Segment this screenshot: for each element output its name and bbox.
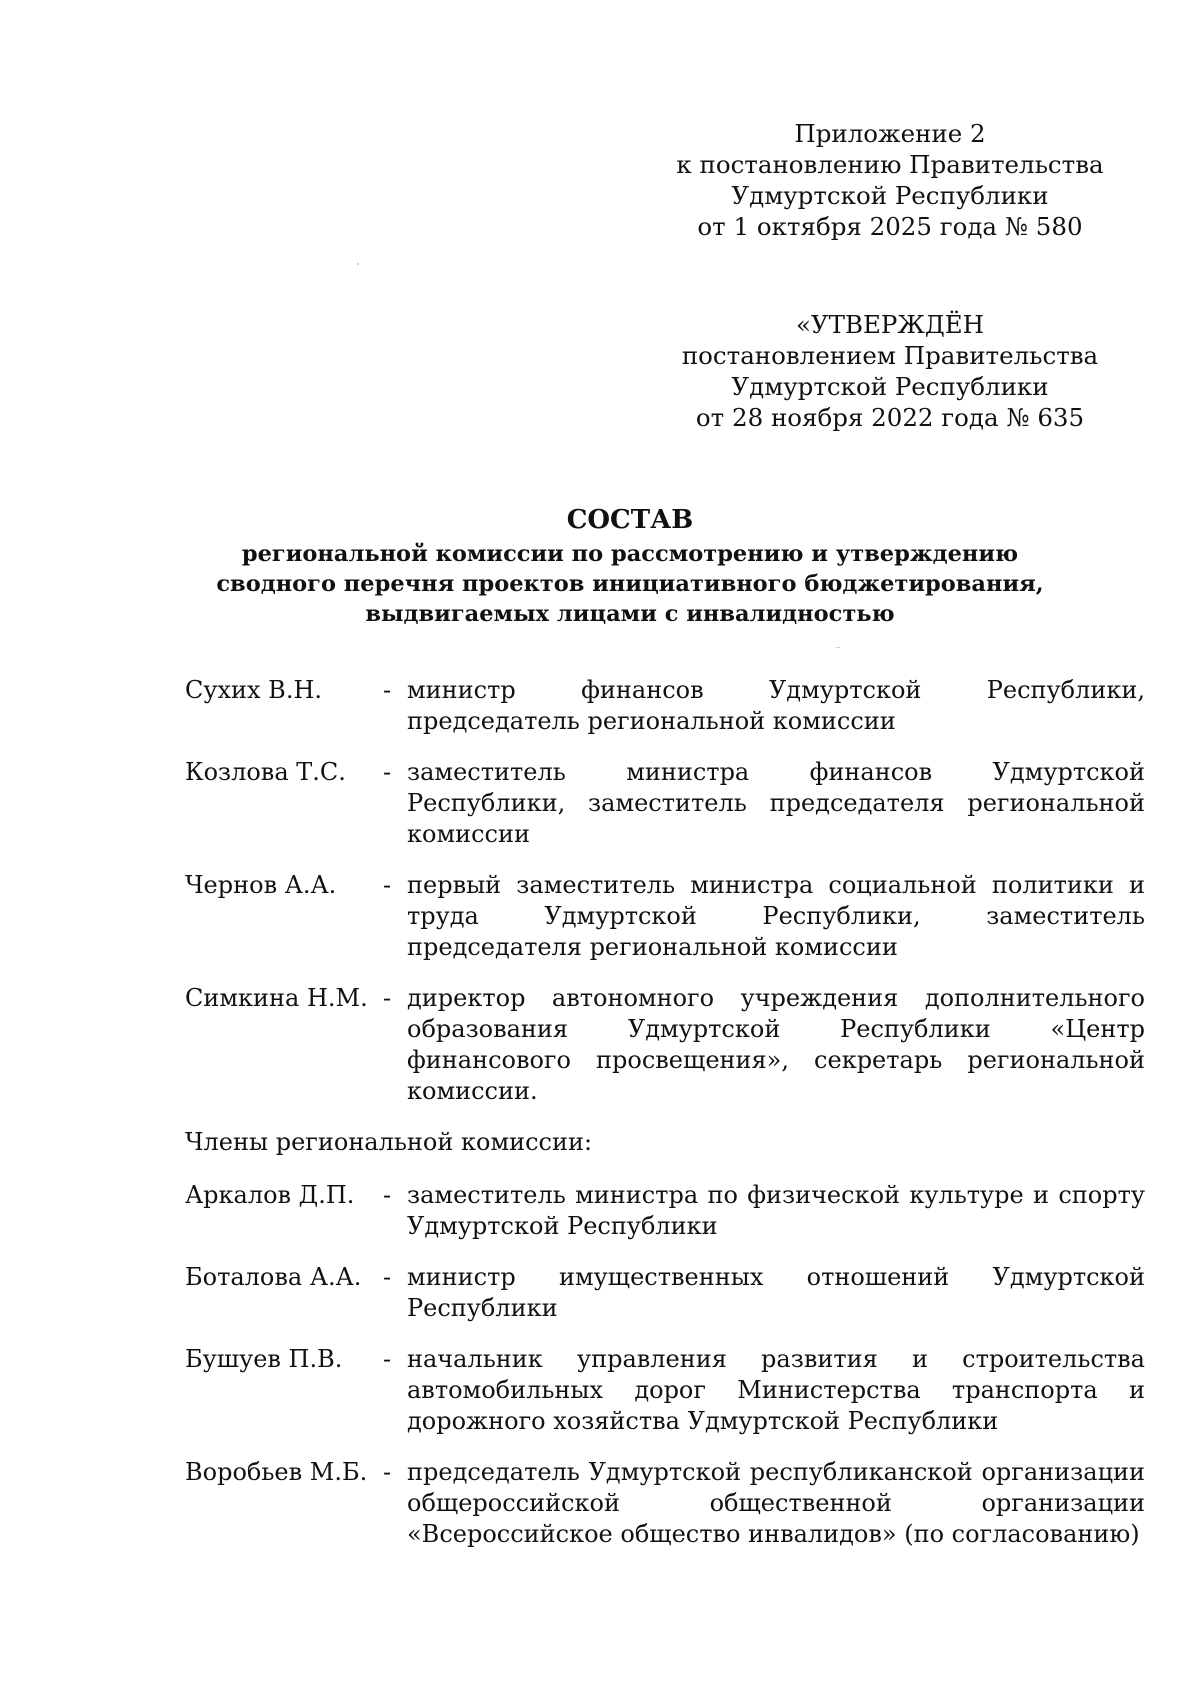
member-entry	[185, 757, 1145, 850]
member-role: заместитель министра по физической культуре и спорту Удмуртской Республики	[407, 1181, 1145, 1240]
title-main: СОСТАВ	[566, 505, 694, 535]
member-role: министр финансов Удмуртской Республики, председатель региональной комиссии	[407, 676, 1145, 735]
member-name: Бушуев П.В.	[185, 1345, 343, 1373]
member-role: директор автономного учреждения дополнительного образования Удмуртской Республики «Центр финансового просвещения», секретарь региональной комиссии.	[407, 984, 1145, 1105]
scan-speck	[357, 263, 359, 265]
member-dash: -	[383, 676, 392, 704]
member-name: Воробьев М.Б.	[185, 1458, 368, 1486]
annex-header	[640, 118, 1140, 242]
approved-stamp-text	[640, 309, 1140, 433]
member-dash: -	[383, 871, 392, 899]
approved-line-3: Удмуртской Республики	[731, 372, 1049, 401]
members-section-label: Члены региональной комиссии:	[185, 1128, 593, 1156]
member-name: Козлова Т.С.	[185, 758, 346, 786]
member-name: Чернов А.А.	[185, 871, 337, 899]
member-entry	[185, 983, 1145, 1107]
member-role: председатель Удмуртской республиканской организации общероссийской общественной организации «Всероссийское общество инвалидов» (по согласованию)	[407, 1458, 1145, 1548]
member-entry	[185, 870, 1145, 963]
annex-line-1: Приложение 2	[794, 119, 986, 148]
member-entry	[185, 1180, 1145, 1242]
approved-line-1: «УТВЕРЖДЁН	[795, 310, 985, 339]
member-role: первый заместитель министра социальной политики и труда Удмуртской Республики, заместитель председателя региональной комиссии	[407, 871, 1145, 961]
member-entry	[185, 675, 1145, 737]
commission-list	[185, 675, 1145, 1570]
member-dash: -	[383, 758, 392, 786]
document-title	[170, 505, 1090, 629]
annex-line-2: к постановлению Правительства	[676, 150, 1104, 179]
title-line-3: выдвигаемых лицами с инвалидностью	[365, 601, 895, 627]
member-name: Симкина Н.М.	[185, 984, 368, 1012]
member-dash: -	[383, 1345, 392, 1373]
member-name: Боталова А.А.	[185, 1263, 362, 1291]
approved-line-4: от 28 ноября 2022 года № 635	[695, 403, 1085, 432]
member-entry	[185, 1457, 1145, 1550]
member-dash: -	[383, 1263, 392, 1291]
member-entry	[185, 1344, 1145, 1437]
member-role: начальник управления развития и строительства автомобильных дорог Министерства транспорта и дорожного хозяйства Удмуртской Республики	[407, 1345, 1145, 1435]
member-dash: -	[383, 1458, 392, 1486]
member-entry	[185, 1262, 1145, 1324]
member-name: Сухих В.Н.	[185, 676, 323, 704]
member-role: министр имущественных отношений Удмуртской Республики	[407, 1263, 1145, 1322]
member-dash: -	[383, 984, 392, 1012]
title-line-2: сводного перечня проектов инициативного бюджетирования,	[216, 571, 1044, 597]
approved-line-2: постановлением Правительства	[681, 341, 1099, 370]
member-role: заместитель министра финансов Удмуртской Республики, заместитель председателя региональной комиссии	[407, 758, 1145, 848]
member-name: Аркалов Д.П.	[185, 1181, 355, 1209]
scan-speck	[836, 647, 840, 648]
title-line-1: региональной комиссии по рассмотрению и утверждению	[241, 541, 1019, 567]
annex-line-4: от 1 октября 2025 года № 580	[697, 212, 1083, 241]
member-dash: -	[383, 1181, 392, 1209]
annex-line-3: Удмуртской Республики	[731, 181, 1049, 210]
